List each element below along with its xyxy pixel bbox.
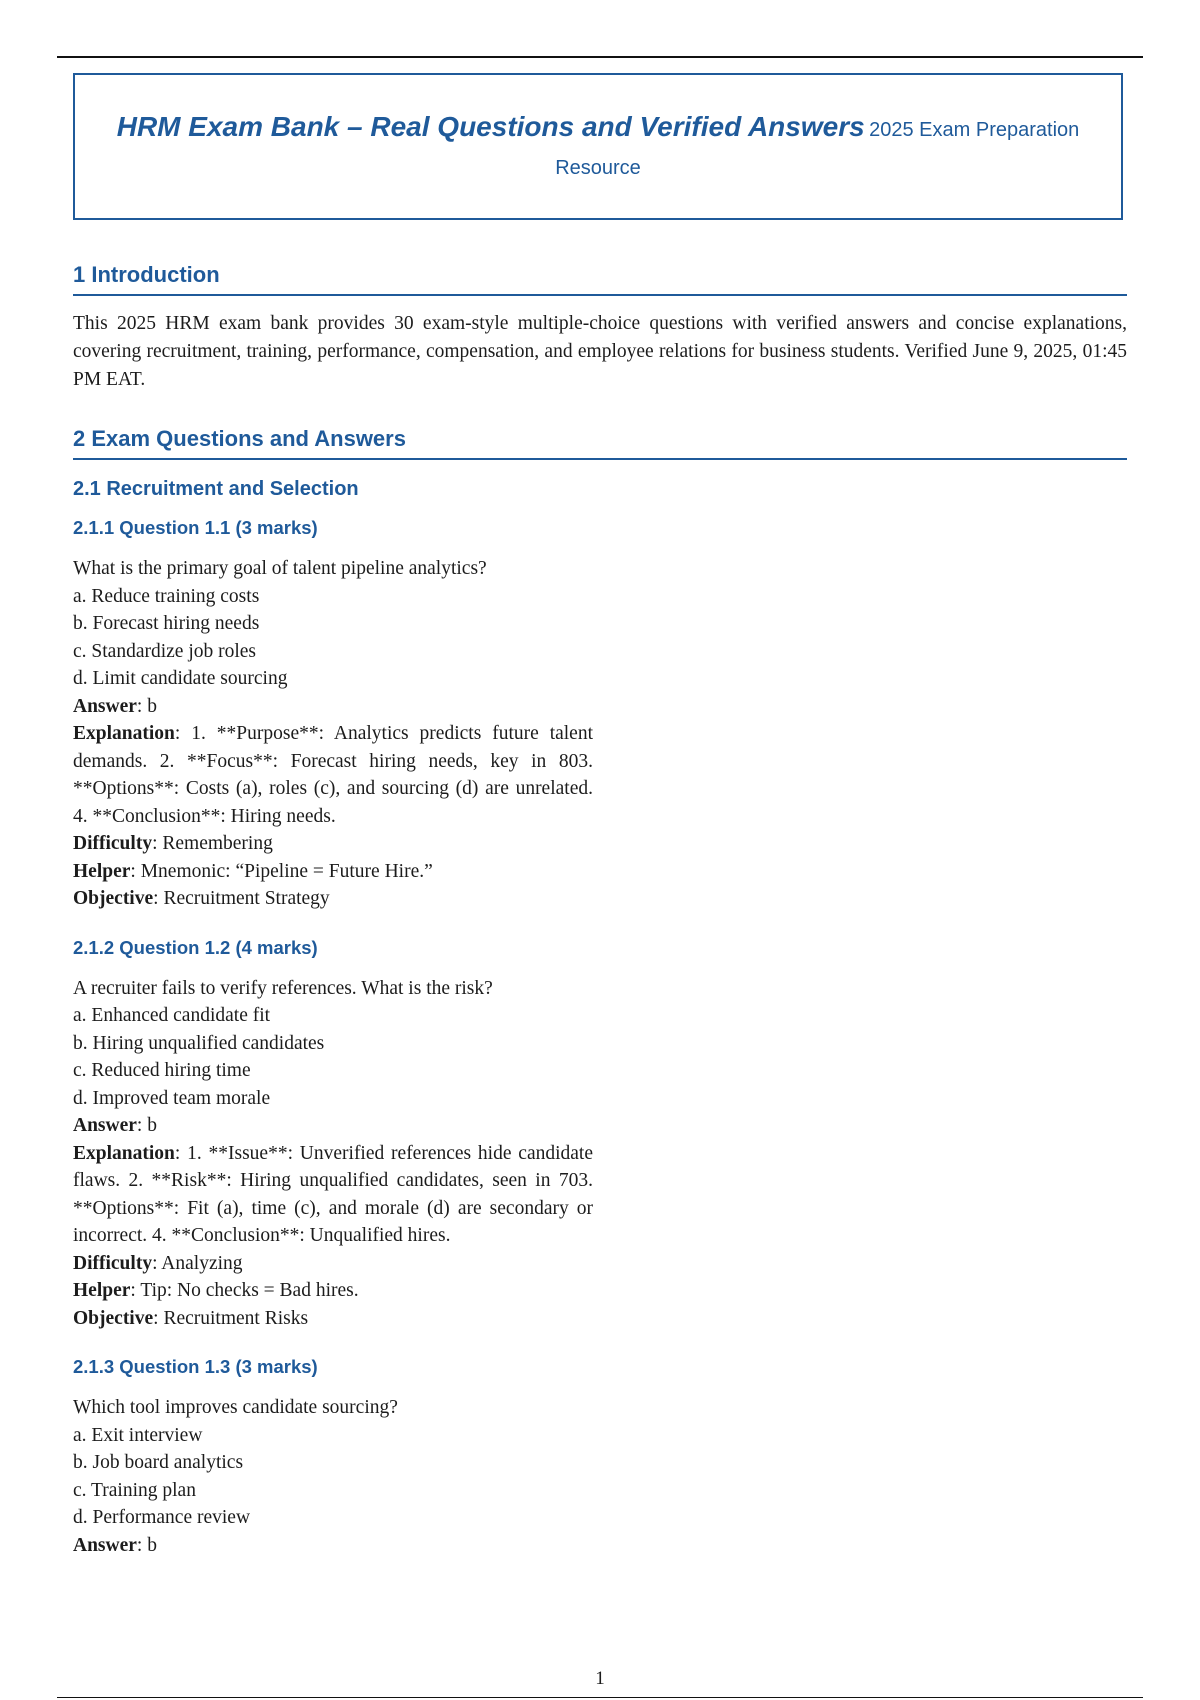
question-1-1	[73, 555, 1127, 913]
answer-label: Answer	[73, 1534, 137, 1556]
objective-label: Objective	[73, 1307, 154, 1329]
question-1-1-objective: Objective: Recruitment Strategy	[73, 888, 330, 909]
question-1-1-heading: 2.1.1 Question 1.1 (3 marks)	[73, 517, 318, 538]
question-1-3-prompt: Which tool improves candidate sourcing?	[73, 1397, 398, 1418]
objective-label: Objective	[73, 888, 154, 909]
question-1-2-answer: Answer: b	[73, 1115, 157, 1136]
question-1-3-option-c: c. Training plan	[73, 1479, 196, 1501]
question-1-2-option-a: a. Enhanced candidate fit	[73, 1005, 271, 1026]
explanation-label: Explanation	[73, 723, 175, 744]
question-1-2-difficulty: Difficulty: Analyzing	[73, 1252, 243, 1274]
helper-value: Mnemonic: “Pipeline = Future Hire.”	[140, 860, 433, 882]
helper-label: Helper	[73, 1280, 131, 1301]
bottom-rule	[57, 1697, 1143, 1698]
question-1-3-option-a: a. Exit interview	[73, 1424, 203, 1446]
title-box	[73, 73, 1123, 220]
question-1-2-option-d: d. Improved team morale	[73, 1087, 271, 1109]
question-1-1-answer: Answer: b	[73, 695, 157, 717]
question-1-1-explanation: Explanation: 1. **Purpose**: Analytics predicts future talent demands. 2. **Focus**: Forecast hiring needs, key in 803. **Options**: Costs (a), roles (c), and sourcing (d) are unrelated. 4. **Conclusion**: Hiring needs.	[73, 723, 594, 827]
question-1-2-helper: Helper: Tip: No checks = Bad hires.	[73, 1280, 359, 1301]
question-1-2-prompt: A recruiter fails to verify references. What is the risk?	[73, 977, 493, 999]
explanation-text: 1. **Issue**: Unverified references hide candidate flaws. 2. **Risk**: Hiring unqualified candidates, seen in 703. **Options**: Fit (a), time (c), and morale (d) are secondary or incorrect. 4. **Conclusion**: Unqualified hires.	[73, 1142, 593, 1246]
difficulty-label: Difficulty	[73, 1252, 153, 1274]
question-1-1-difficulty: Difficulty: Remembering	[73, 833, 273, 854]
answer-value: b	[147, 1534, 157, 1556]
question-1-2-explanation: Explanation: 1. **Issue**: Unverified references hide candidate flaws. 2. **Risk**: Hiring unqualified candidates, seen in 703. **Options**: Fit (a), time (c), and morale (d) are secondary or incorrect. 4. **Conclusion**: Unqualified hires.	[73, 1142, 593, 1246]
question-1-1-prompt: What is the primary goal of talent pipeline analytics?	[73, 558, 487, 579]
document-subtitle-part1: 2025 Exam Preparation	[869, 119, 1080, 141]
answer-value: b	[147, 695, 157, 717]
question-1-2-option-c: c. Reduced hiring time	[73, 1060, 251, 1081]
answer-label: Answer	[73, 695, 137, 717]
helper-label: Helper	[73, 860, 131, 882]
answer-value: b	[147, 1115, 157, 1136]
question-1-3-heading: 2.1.3 Question 1.3 (3 marks)	[73, 1356, 318, 1377]
explanation-label: Explanation	[73, 1142, 175, 1164]
question-1-3-option-b: b. Job board analytics	[73, 1452, 244, 1473]
question-1-3	[73, 1394, 1127, 1559]
question-1-1-option-c: c. Standardize job roles	[73, 640, 257, 662]
question-1-3-option-d: d. Performance review	[73, 1507, 251, 1528]
question-1-2	[73, 975, 1127, 1333]
question-1-1-option-b: b. Forecast hiring needs	[73, 613, 260, 634]
difficulty-value: Remembering	[162, 833, 273, 854]
question-1-2-objective: Objective: Recruitment Risks	[73, 1307, 309, 1329]
question-1-1-option-d: d. Limit candidate sourcing	[73, 668, 288, 689]
page-number: 1	[595, 1668, 605, 1689]
question-1-3-answer: Answer: b	[73, 1534, 157, 1556]
document-subtitle-part2: Resource	[555, 157, 641, 179]
objective-value: Recruitment Strategy	[163, 888, 330, 909]
question-1-2-heading: 2.1.2 Question 1.2 (4 marks)	[73, 936, 318, 958]
difficulty-label: Difficulty	[73, 833, 153, 854]
top-rule	[57, 56, 1143, 58]
objective-value: Recruitment Risks	[163, 1307, 309, 1329]
section-heading-exam: 2 Exam Questions and Answers	[73, 426, 1127, 460]
subsection-heading-recruitment: 2.1 Recruitment and Selection	[73, 478, 359, 500]
introduction-paragraph: This 2025 HRM exam bank provides 30 exam-style multiple-choice questions with verified answers and concise explanations, covering recruitment, training, performance, compensation, and employee relations for business students. Verified June 9, 2025, 01:45 PM EAT.	[73, 313, 1127, 390]
difficulty-value: Analyzing	[161, 1252, 243, 1274]
document-body	[73, 262, 1127, 1559]
question-1-2-option-b: b. Hiring unqualified candidates	[73, 1032, 325, 1054]
answer-label: Answer	[73, 1115, 137, 1136]
question-1-1-helper: Helper: Mnemonic: “Pipeline = Future Hire.”	[73, 860, 433, 882]
helper-value: Tip: No checks = Bad hires.	[140, 1280, 359, 1301]
section-heading-introduction: 1 Introduction	[73, 262, 1127, 296]
question-1-1-option-a: a. Reduce training costs	[73, 585, 260, 607]
explanation-text: 1. **Purpose**: Analytics predicts future talent demands. 2. **Focus**: Forecast hiring needs, key in 803. **Options**: Costs (a), roles (c), and sourcing (d) are unrelated. 4. **Conclusion**: Hiring needs.	[73, 723, 594, 827]
document-title: HRM Exam Bank – Real Questions and Verified Answers	[116, 111, 865, 142]
